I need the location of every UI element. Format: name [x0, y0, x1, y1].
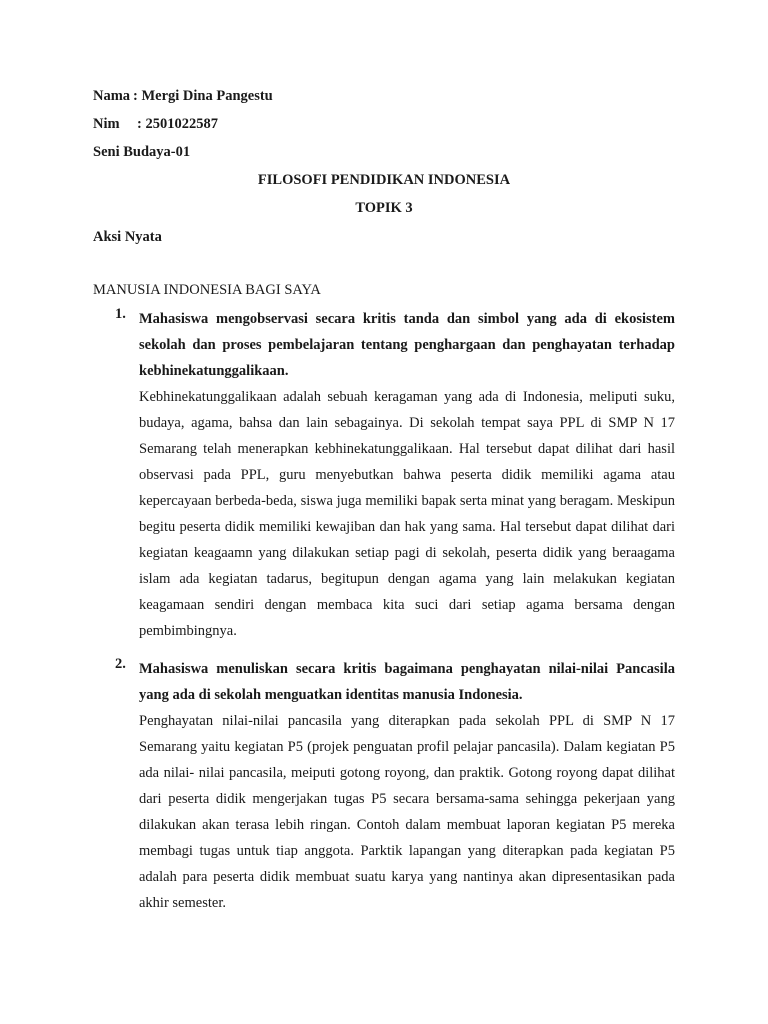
- item-answer: Kebhinekatunggalikaan adalah sebuah keragaman yang ada di Indonesia, meliputi suku, budaya, agama, bahsa dan lain sebagainya. Di sekolah tempat saya PPL di SMP N 17 Semarang telah menerapkan kebhinekatunggalikaan. Hal tersebut dapat dilihat dari hasil observasi pada PPL, guru menyebutkan bahwa peserta didik memiliki agama atau kepercayaan berbeda-beda, siswa juga memiliki bapak serta minat yang beragam. Meskipun begitu peserta didik memiliki kewajiban dan hak yang sama. Hal tersebut dapat dilihat dari kegiatan keagaamn yang dilakukan setiap pagi di sekolah, peserta didik yang beraagama islam ada kegiatan tadarus, begitupun dengan agama yang lain melakukan kegiatan keagamaan sendiri dengan membaca kita suci dari setiap agama bersama dengan pembimbingnya.: [139, 389, 675, 639]
- nim-line: [93, 116, 218, 133]
- list-item: [93, 306, 675, 644]
- name-label: Nama: [93, 88, 131, 104]
- name-value: : Mergi Dina Pangestu: [133, 88, 273, 104]
- item-question: Mahasiswa mengobservasi secara kritis tanda dan simbol yang ada di ekosistem sekolah dan proses pembelajaran tentang penghargaan dan penghayatan terhadap kebhinekatunggalikaan.: [139, 311, 675, 379]
- document-subtitle: TOPIK 3: [355, 200, 413, 216]
- section-heading: MANUSIA INDONESIA BAGI SAYA: [93, 282, 321, 298]
- list-item: [93, 656, 675, 916]
- nim-label: Nim: [93, 116, 120, 132]
- item-answer: Penghayatan nilai-nilai pancasila yang diterapkan pada sekolah PPL di SMP N 17 Semarang yaitu kegiatan P5 (projek penguatan profil pelajar pancasila). Dalam kegiatan P5 ada nilai- nilai pancasila, meiputi gotong royong, dan praktik. Gotong royong dapat dilihat dari peserta didik mengerjakan tugas P5 secara bersama-sama sehingga pekerjaan yang dilakukan akan terasa lebih ringan. Contoh dalam membuat laporan kegiatan P5 mereka membagi tugas untuk tiap anggota. Parktik lapangan yang diterapkan pada kegiatan P5 adalah para peserta didik membuat suatu karya yang nantinya akan dipresentasikan pada akhir semester.: [139, 713, 675, 911]
- name-line: [93, 88, 273, 105]
- section-label: Aksi Nyata: [93, 229, 162, 245]
- class-line: Seni Budaya-01: [93, 144, 191, 160]
- question-list-2: [93, 656, 675, 916]
- document-title: FILOSOFI PENDIDIKAN INDONESIA: [257, 172, 511, 188]
- item-number: 2.: [115, 656, 126, 672]
- item-question: Mahasiswa menuliskan secara kritis bagaimana penghayatan nilai-nilai Pancasila yang ada di sekolah menguatkan identitas manusia Indonesia.: [139, 661, 675, 703]
- question-list: [93, 306, 675, 644]
- item-number: 1.: [115, 306, 126, 322]
- nim-value: : 2501022587: [137, 116, 218, 132]
